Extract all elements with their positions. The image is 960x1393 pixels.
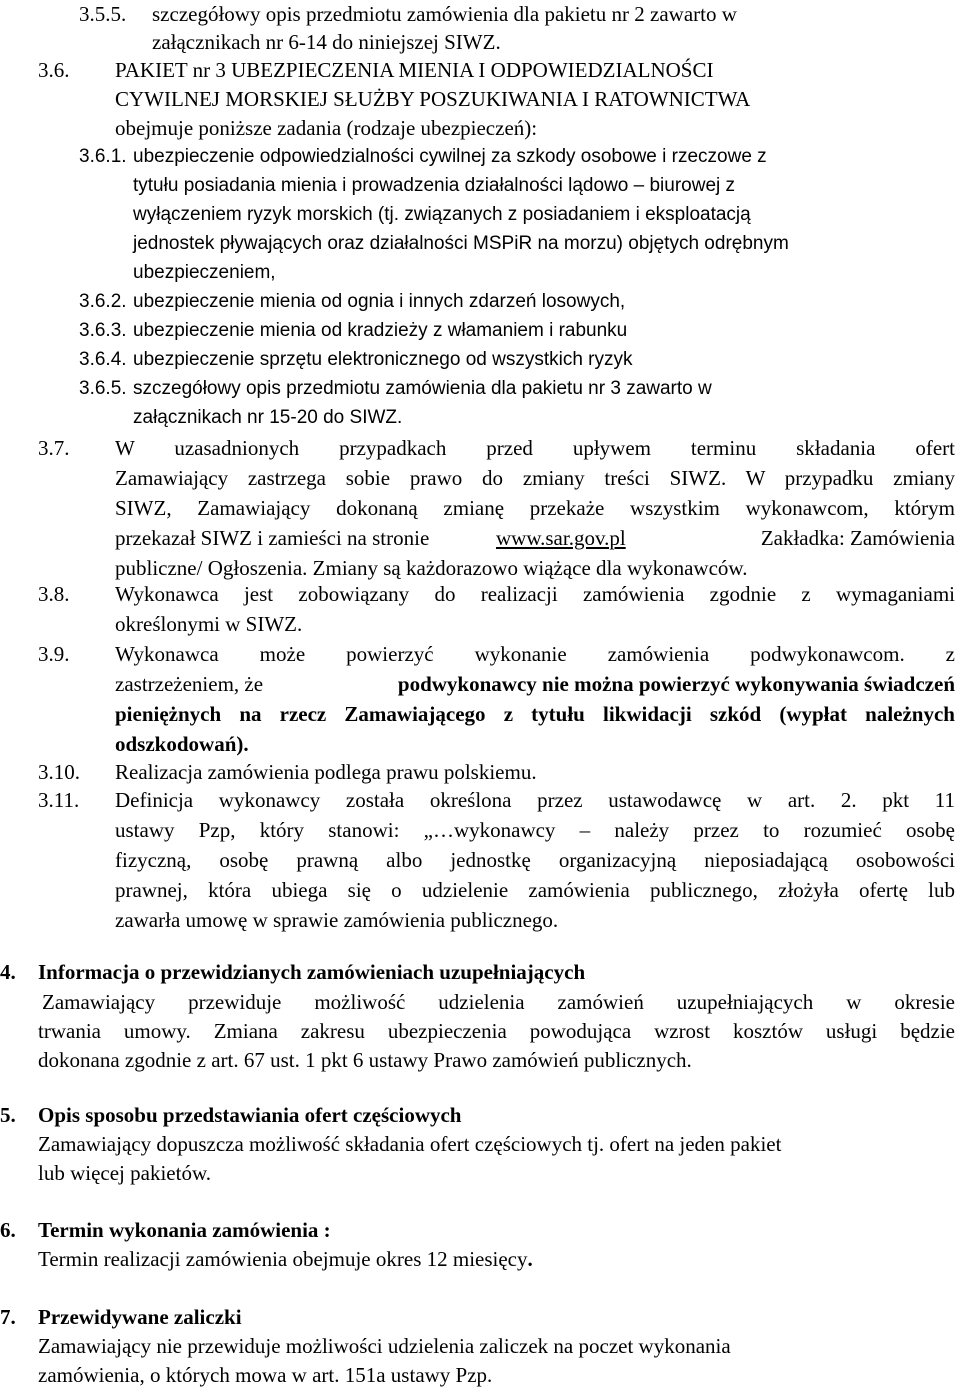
item-number: 3.7. <box>38 436 70 460</box>
item-text-line: ubezpieczeniem, <box>133 262 276 283</box>
paragraph-line: trwania umowy. Zmiana zakresu ubezpieczenia powodująca wzrost kosztów usługi będzie <box>38 1019 955 1043</box>
text-fragment: przekazał SIWZ i zamieści na stronie <box>115 526 430 550</box>
item-number: 3.6.2. <box>79 291 127 312</box>
item-text-line: szczegółowy opis przedmiotu zamówienia dla pakietu nr 2 zawarto w <box>152 2 737 26</box>
text-fragment: zastrzeżeniem, że <box>115 672 264 696</box>
paragraph-line: Zamawiający nie przewiduje możliwości udzielenia zaliczek na poczet wykonania <box>38 1334 731 1358</box>
item-text: ubezpieczenie mienia od ognia i innych zdarzeń losowych, <box>133 291 626 312</box>
item-text-line: określonymi w SIWZ. <box>115 612 303 636</box>
item-text-line: fizyczną, osobę prawną albo jednostkę organizacyjną nieposiadającą osobowości <box>115 848 955 872</box>
section-heading-line: PAKIET nr 3 UBEZPIECZENIA MIENIA I ODPOWIEDZIALNOŚCI <box>115 58 714 82</box>
section-title: Opis sposobu przedstawiania ofert częściowych <box>38 1103 462 1127</box>
paragraph-line <box>38 1245 533 1273</box>
bold-text-line: pieniężnych na rzecz Zamawiającego z tytułu likwidacji szkód (wypłat należnych <box>115 702 955 726</box>
section-number: 7. <box>0 1305 16 1329</box>
section-intro: obejmuje poniższe zadania (rodzaje ubezpieczeń): <box>115 116 538 140</box>
item-text-line: tytułu posiadania mienia i prowadzenia działalności lądowo – biurowej z <box>133 175 736 196</box>
item-number: 3.6.3. <box>79 320 127 341</box>
item-number: 3.10. <box>38 760 80 784</box>
bold-text-line: odszkodowań). <box>115 732 249 756</box>
item-number: 3.8. <box>38 582 70 606</box>
item-number: 3.5.5. <box>79 2 127 26</box>
section-heading-line: CYWILNEJ MORSKIEJ SŁUŻBY POSZUKIWANIA I RATOWNICTWA <box>115 87 751 111</box>
item-text-line: SIWZ, Zamawiający dokonaną zmianę przekaże wszystkim wykonawcom, którym <box>115 496 955 520</box>
item-number: 3.6.1. <box>79 146 127 167</box>
paragraph-line: zamówienia, o których mowa w art. 151a ustawy Pzp. <box>38 1363 493 1387</box>
item-text-line: Wykonawca jest zobowiązany do realizacji zamówienia zgodnie z wymaganiami <box>115 582 955 606</box>
item-number: 3.6. <box>38 58 70 82</box>
section-number: 5. <box>0 1103 16 1127</box>
item-text-line: Wykonawca może powierzyć wykonanie zamówienia podwykonawcom. z <box>115 642 955 666</box>
item-text-line: zawarła umowę w sprawie zamówienia publicznego. <box>115 908 559 932</box>
item-text: ubezpieczenie mienia od kradzieży z włamaniem i rabunku <box>133 320 628 341</box>
item-text-line: Definicja wykonawcy została określona przez ustawodawcę w art. 2. pkt 11 <box>115 788 955 812</box>
item-number: 3.11. <box>38 788 80 812</box>
item-number: 3.6.4. <box>79 349 127 370</box>
section-number: 6. <box>0 1218 16 1242</box>
item-text-line: W uzasadnionych przypadkach przed upływem terminu składania ofert <box>115 436 955 460</box>
item-text-line: ubezpieczenie odpowiedzialności cywilnej za szkody osobowe i rzeczowe z <box>133 146 767 167</box>
item-text-line: wyłączeniem ryzyk morskich (tj. związanych z posiadaniem i eksploatacją <box>133 204 751 225</box>
item-text-line: Zamawiający zastrzega sobie prawo do zmiany treści SIWZ. W przypadku zmiany <box>115 466 955 490</box>
paragraph-line: Zamawiający przewiduje możliwość udzielenia zamówień uzupełniających w okresie <box>42 990 955 1014</box>
section-number: 4. <box>0 960 16 984</box>
item-text-line: załącznikach nr 6-14 do niniejszej SIWZ. <box>152 30 501 54</box>
item-text: Realizacja zamówienia podlega prawu polskiemu. <box>115 760 537 784</box>
paragraph-line: Zamawiający dopuszcza możliwość składania ofert częściowych tj. ofert na jeden pakiet <box>38 1132 782 1156</box>
text-fragment: Zakładka: Zamówienia <box>760 526 955 550</box>
text-fragment: Termin realizacji zamówienia obejmuje okres 12 miesięcy <box>38 1247 528 1271</box>
item-text: ubezpieczenie sprzętu elektronicznego od wszystkich ryzyk <box>133 349 633 370</box>
item-text-line: ustawy Pzp, który stanowi: „…wykonawcy – należy przez to rozumieć osobę <box>115 818 955 842</box>
item-text-line: szczegółowy opis przedmiotu zamówienia dla pakietu nr 3 zawarto w <box>133 378 712 399</box>
section-title: Informacja o przewidzianych zamówieniach uzupełniających <box>38 960 586 984</box>
item-number: 3.6.5. <box>79 378 127 399</box>
section-title: Termin wykonania zamówienia : <box>38 1218 331 1242</box>
bold-text-fragment: . <box>527 1247 533 1271</box>
website-link[interactable]: www.sar.gov.pl <box>496 526 626 550</box>
item-text-line: załącznikach nr 15-20 do SIWZ. <box>133 407 403 428</box>
paragraph-line: lub więcej pakietów. <box>38 1161 211 1185</box>
bold-text-fragment: podwykonawcy nie można powierzyć wykonywania świadczeń <box>397 672 955 696</box>
item-text-line: prawnej, która ubiega się o udzielenie zamówienia publicznego, złożyła ofertę lub <box>115 878 955 902</box>
section-title: Przewidywane zaliczki <box>38 1305 242 1329</box>
item-text-line: jednostek pływających oraz działalności MSPiR na morzu) objętych odrębnym <box>133 233 789 254</box>
item-text-line: publiczne/ Ogłoszenia. Zmiany są każdorazowo wiążące dla wykonawców. <box>115 556 748 580</box>
item-number: 3.9. <box>38 642 70 666</box>
paragraph-line: dokonana zgodnie z art. 67 ust. 1 pkt 6 ustawy Prawo zamówień publicznych. <box>38 1048 692 1072</box>
